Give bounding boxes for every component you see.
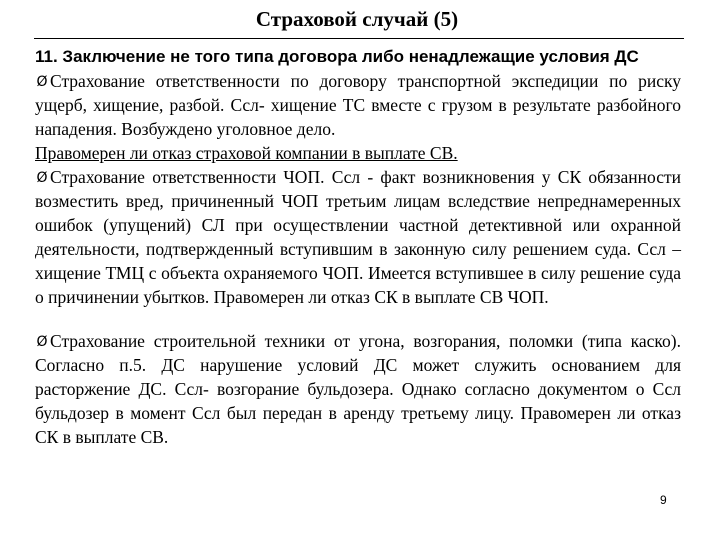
case-1-text: Страхование ответственности по договору транспортной экспедиции по риску ущерб, хищение, разбой. Ссл- хищение ТС вместе с грузом в результате разбойного нападения. Возбуждено уголовное дело.	[35, 71, 681, 139]
case-1-question: Правомерен ли отказ страховой компании в выплате СВ.	[35, 143, 458, 163]
slide-title: Страховой случай (5)	[255, 7, 459, 31]
case-2-paragraph	[35, 165, 681, 309]
case-2-text: Страхование ответственности ЧОП. Ссл - факт возникновения у СК обязанности возместить вред, причиненный ЧОП третьим лицам вследствие непреднамеренных ошибок (упущений) СЛ при осуществлении частной детективной или охранной деятельности, подтвержденный вступившим в законную силу решением суда. Ссл – хищение ТМЦ с объекта охраняемого ЧОП. Имеется вступившее в силу решение суда о причинении убытков. Правомерен ли отказ СК в выплате СВ ЧОП.	[35, 167, 681, 307]
section-heading: 11. Заключение не того типа договора либо ненадлежащие условия ДС	[35, 47, 639, 66]
arrow-bullet-icon: Ø	[36, 74, 48, 90]
title-divider	[34, 38, 684, 39]
arrow-bullet-icon: Ø	[36, 170, 48, 186]
case-3-paragraph	[35, 329, 681, 449]
slide-content	[35, 45, 681, 449]
case-3-text: Страхование строительной техники от угона, возгорания, поломки (типа каско). Согласно п.5. ДС нарушение условий ДС может служить основанием для расторжение ДС. Ссл- возгорание бульдозера. Однако согласно документом о Ссл бульдозер в момент Ссл был передан в аренду третьему лицу. Правомерен ли отказ СК в выплате СВ.	[35, 331, 681, 447]
case-1-paragraph	[35, 69, 681, 141]
arrow-bullet-icon: Ø	[36, 334, 48, 350]
page-number: 9	[660, 493, 667, 507]
